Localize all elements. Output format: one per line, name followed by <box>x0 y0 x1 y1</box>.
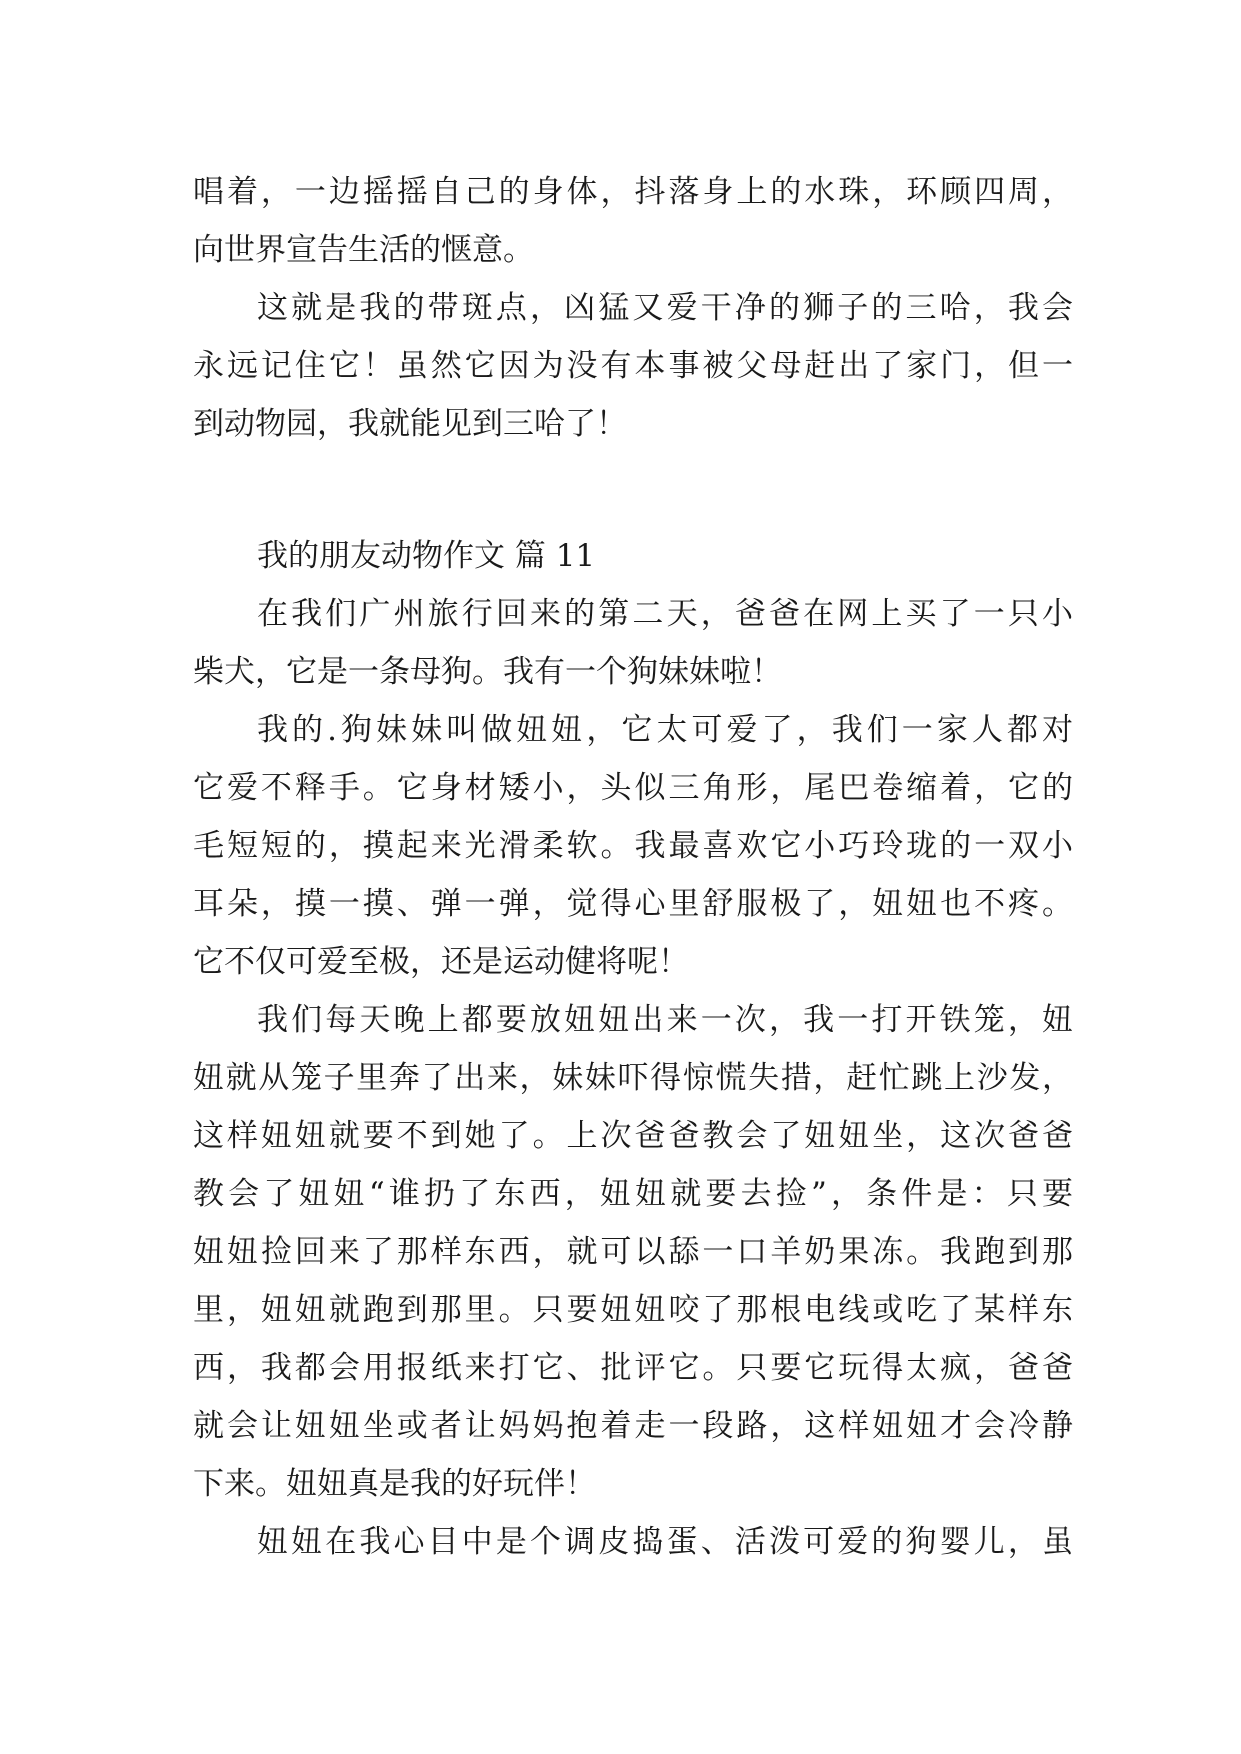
text-line: 到动物园，我就能见到三哈了！ <box>193 406 627 442</box>
text-line: 向世界宣告生活的惬意。 <box>193 232 534 268</box>
text-line: 它爱不释手。它身材矮小，头似三角形，尾巴卷缩着，它的 <box>193 770 1073 806</box>
paragraph-3 <box>193 991 1073 1513</box>
text-line: 唱着，一边摇摇自己的身体，抖落身上的水珠，环顾四周， <box>193 174 1073 210</box>
text-line: 就会让妞妞坐或者让妈妈抱着走一段路，这样妞妞才会冷静 <box>193 1408 1073 1444</box>
section-heading: 我的朋友动物作文 篇 11 <box>257 538 596 574</box>
text-line: 西，我都会用报纸来打它、批评它。只要它玩得太疯，爸爸 <box>193 1350 1073 1386</box>
paragraph-conclusion <box>193 279 1073 453</box>
text-line: 它不仅可爱至极，还是运动健将呢！ <box>193 944 689 980</box>
text-line: 永远记住它！虽然它因为没有本事被父母赶出了家门，但一 <box>193 348 1073 384</box>
paragraph-1 <box>193 585 1073 701</box>
document-body <box>193 163 1073 1571</box>
text-line: 妞妞在我心目中是个调皮捣蛋、活泼可爱的狗婴儿，虽 <box>257 1524 1073 1560</box>
text-line: 这样妞妞就要不到她了。上次爸爸教会了妞妞坐，这次爸爸 <box>193 1118 1073 1154</box>
text-line: 我的.狗妹妹叫做妞妞，它太可爱了，我们一家人都对 <box>257 712 1073 748</box>
text-line: 柴犬，它是一条母狗。我有一个狗妹妹啦！ <box>193 654 782 690</box>
text-line: 妞就从笼子里奔了出来，妹妹吓得惊慌失措，赶忙跳上沙发， <box>193 1060 1073 1096</box>
text-line: 教会了妞妞“谁扔了东西，妞妞就要去捡”，条件是：只要 <box>193 1176 1073 1212</box>
text-line: 里，妞妞就跑到那里。只要妞妞咬了那根电线或吃了某样东 <box>193 1292 1073 1328</box>
text-line: 妞妞捡回来了那样东西，就可以舔一口羊奶果冻。我跑到那 <box>193 1234 1073 1270</box>
text-line: 毛短短的，摸起来光滑柔软。我最喜欢它小巧玲珑的一双小 <box>193 828 1073 864</box>
paragraph-intro <box>193 163 1073 279</box>
text-line: 在我们广州旅行回来的第二天，爸爸在网上买了一只小 <box>257 596 1073 632</box>
text-line: 我们每天晚上都要放妞妞出来一次，我一打开铁笼，妞 <box>257 1002 1073 1038</box>
section-spacer <box>193 453 1073 527</box>
text-line: 下来。妞妞真是我的好玩伴！ <box>193 1466 596 1502</box>
paragraph-2 <box>193 701 1073 991</box>
text-line: 耳朵，摸一摸、弹一弹，觉得心里舒服极了，妞妞也不疼。 <box>193 886 1073 922</box>
paragraph-4 <box>193 1513 1073 1571</box>
text-line: 这就是我的带斑点，凶猛又爱干净的狮子的三哈，我会 <box>257 290 1073 326</box>
